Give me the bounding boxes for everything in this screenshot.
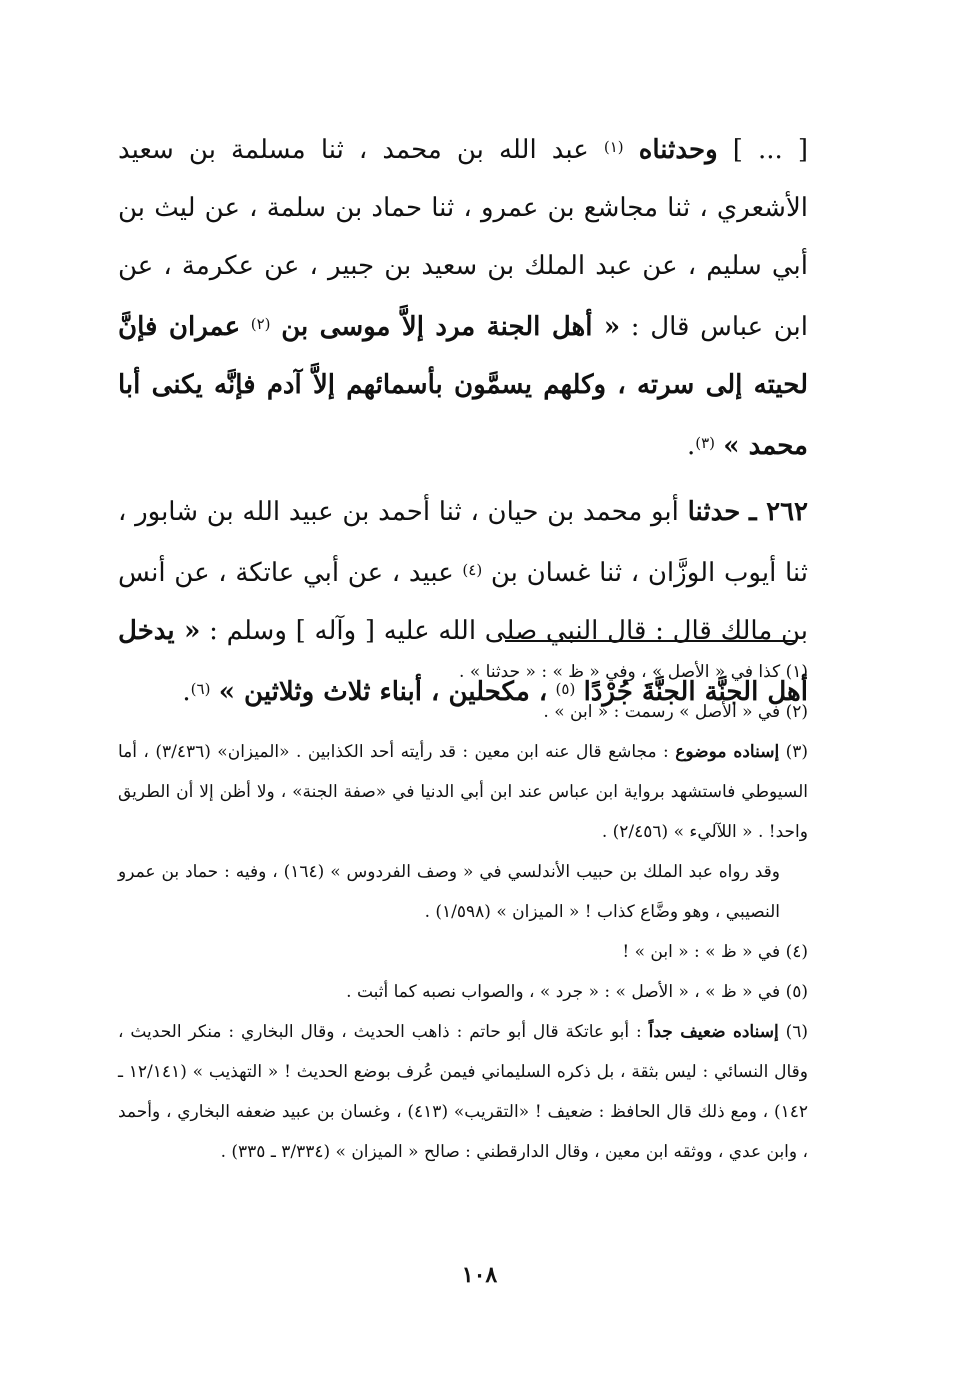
footnote-ref: (٢) — [250, 315, 271, 333]
text-segment: [ ... ] — [732, 135, 808, 165]
text-segment: عبيد ، عن أبي عاتكة ، عن أنس بن مالك قال : قال النبي صلى الله عليه [ وآله ] وسلم : — [118, 558, 809, 646]
hadith-paragraph-1 — [118, 118, 808, 475]
footnote-text: : مجاشع قال عنه ابن معين : قد رأيته أحد الكذابين . «الميزان» (٣/٤٣٦) ، أما السيوطي فاستشهد برواية ابن عباس عند ابن أبي الدنيا في «صفة الجنة» ، ولا أظن إلا أن الطريق واحد! . « اللآليء » (٢/٤٥٦) . — [118, 742, 808, 842]
hadith-matn: « يدخل أهل الجنَّة الجنَّةَ جُرْدًا — [118, 616, 808, 707]
hadith-matn: « أهل الجنة مرد إلاَّ موسى بن — [281, 312, 621, 342]
text-segment: . — [182, 677, 191, 707]
footnote-number: (٦) — [785, 1022, 809, 1042]
text-segment-bold: حدثنا — [687, 497, 741, 527]
footnote-divider — [505, 640, 797, 642]
hadith-number: ٢٦٢ ـ — [749, 497, 809, 527]
footnote-verdict: إسناده موضوع — [675, 742, 780, 762]
footnote-ref: (٤) — [462, 561, 483, 579]
footnote-ref: (١) — [603, 138, 624, 156]
footnote-ref: (٦) — [190, 680, 211, 698]
footnote-5: (٥) في « ظ » ، « الأصل » : « جرد » ، والصواب نصبه كما أثبت . — [346, 982, 808, 1002]
text-segment-bold: وحدثناه — [638, 135, 718, 165]
footnote-number: (٣) — [785, 742, 809, 762]
footnote-6 — [118, 1012, 808, 1172]
footnote-text: : أبو عاتكة قال أبو حاتم : ذاهب الحديث ، وقال البخاري : منكر الحديث ، وقال النسائي : ليس بثقة ، بل ذكره السليماني فيمن عُرف بوضع الحديث ! « التهذيب » (١٢/١٤١ ـ ١٤٢) ، ومع ذلك قال الحافظ : ضعيف ! «التقريب» (٤١٣) ، وغسان بن عبيد ضعفه البخاري ، وأحمد ، وابن عدي ، ووثقه ابن معين ، وقال الدارقطني : صالح « الميزان » (٣/٣٣٤ ـ ٣٣٥) . — [118, 1022, 808, 1162]
text-segment: أبو محمد بن حيان ، ثنا أحمد بن عبيد الله بن شابور ، ثنا أيوب الوزَّان ، ثنا غسان بن — [118, 497, 809, 588]
footnote-ref: (٣) — [695, 434, 716, 452]
page-number: ١٠٨ — [461, 1262, 498, 1288]
hadith-matn: عمران فإنَّ لحيته إلى سرته ، وكلهم يسمَّون بأسمائهم إلاَّ آدم فإنَّه يكنى أبا محمد » — [118, 312, 808, 461]
footnote-2: (٢) في « الأصل » رسمت : « ابن » . — [543, 702, 808, 722]
main-text — [118, 118, 808, 721]
footnotes — [118, 652, 808, 1172]
footnote-ref: (٥) — [555, 680, 576, 698]
footnote-4: (٤) في « ظ » : « ابن » ! — [622, 942, 808, 962]
text-segment: . — [686, 431, 696, 461]
hadith-matn: ، مكحلين ، أبناء ثلاث وثلاثين » — [218, 677, 548, 707]
text-segment: عبد الله بن محمد ، ثنا مسلمة بن سعيد الأشعري ، ثنا مجاشع بن عمرو ، ثنا حماد بن سلمة ، عن ليث بن أبي سليم ، عن عبد الملك بن سعيد بن جبير ، عن عكرمة ، عن ابن عباس قال : — [118, 135, 809, 342]
footnote-verdict: إسناده ضعيف جداً — [648, 1022, 779, 1042]
footnote-3 — [118, 732, 808, 852]
footnote-3-continued: وقد رواه عبد الملك بن حبيب الأندلسي في « وصف الفردوس » (١٦٤) ، وفيه : حماد بن عمرو النصيبي ، وهو وضَّاع كذاب ! « الميزان » (١/٥٩٨) . — [118, 862, 780, 922]
footnote-1: (١) كذا في « الأصل » ، وفي « ظ » : « حدثنا » . — [459, 662, 808, 682]
